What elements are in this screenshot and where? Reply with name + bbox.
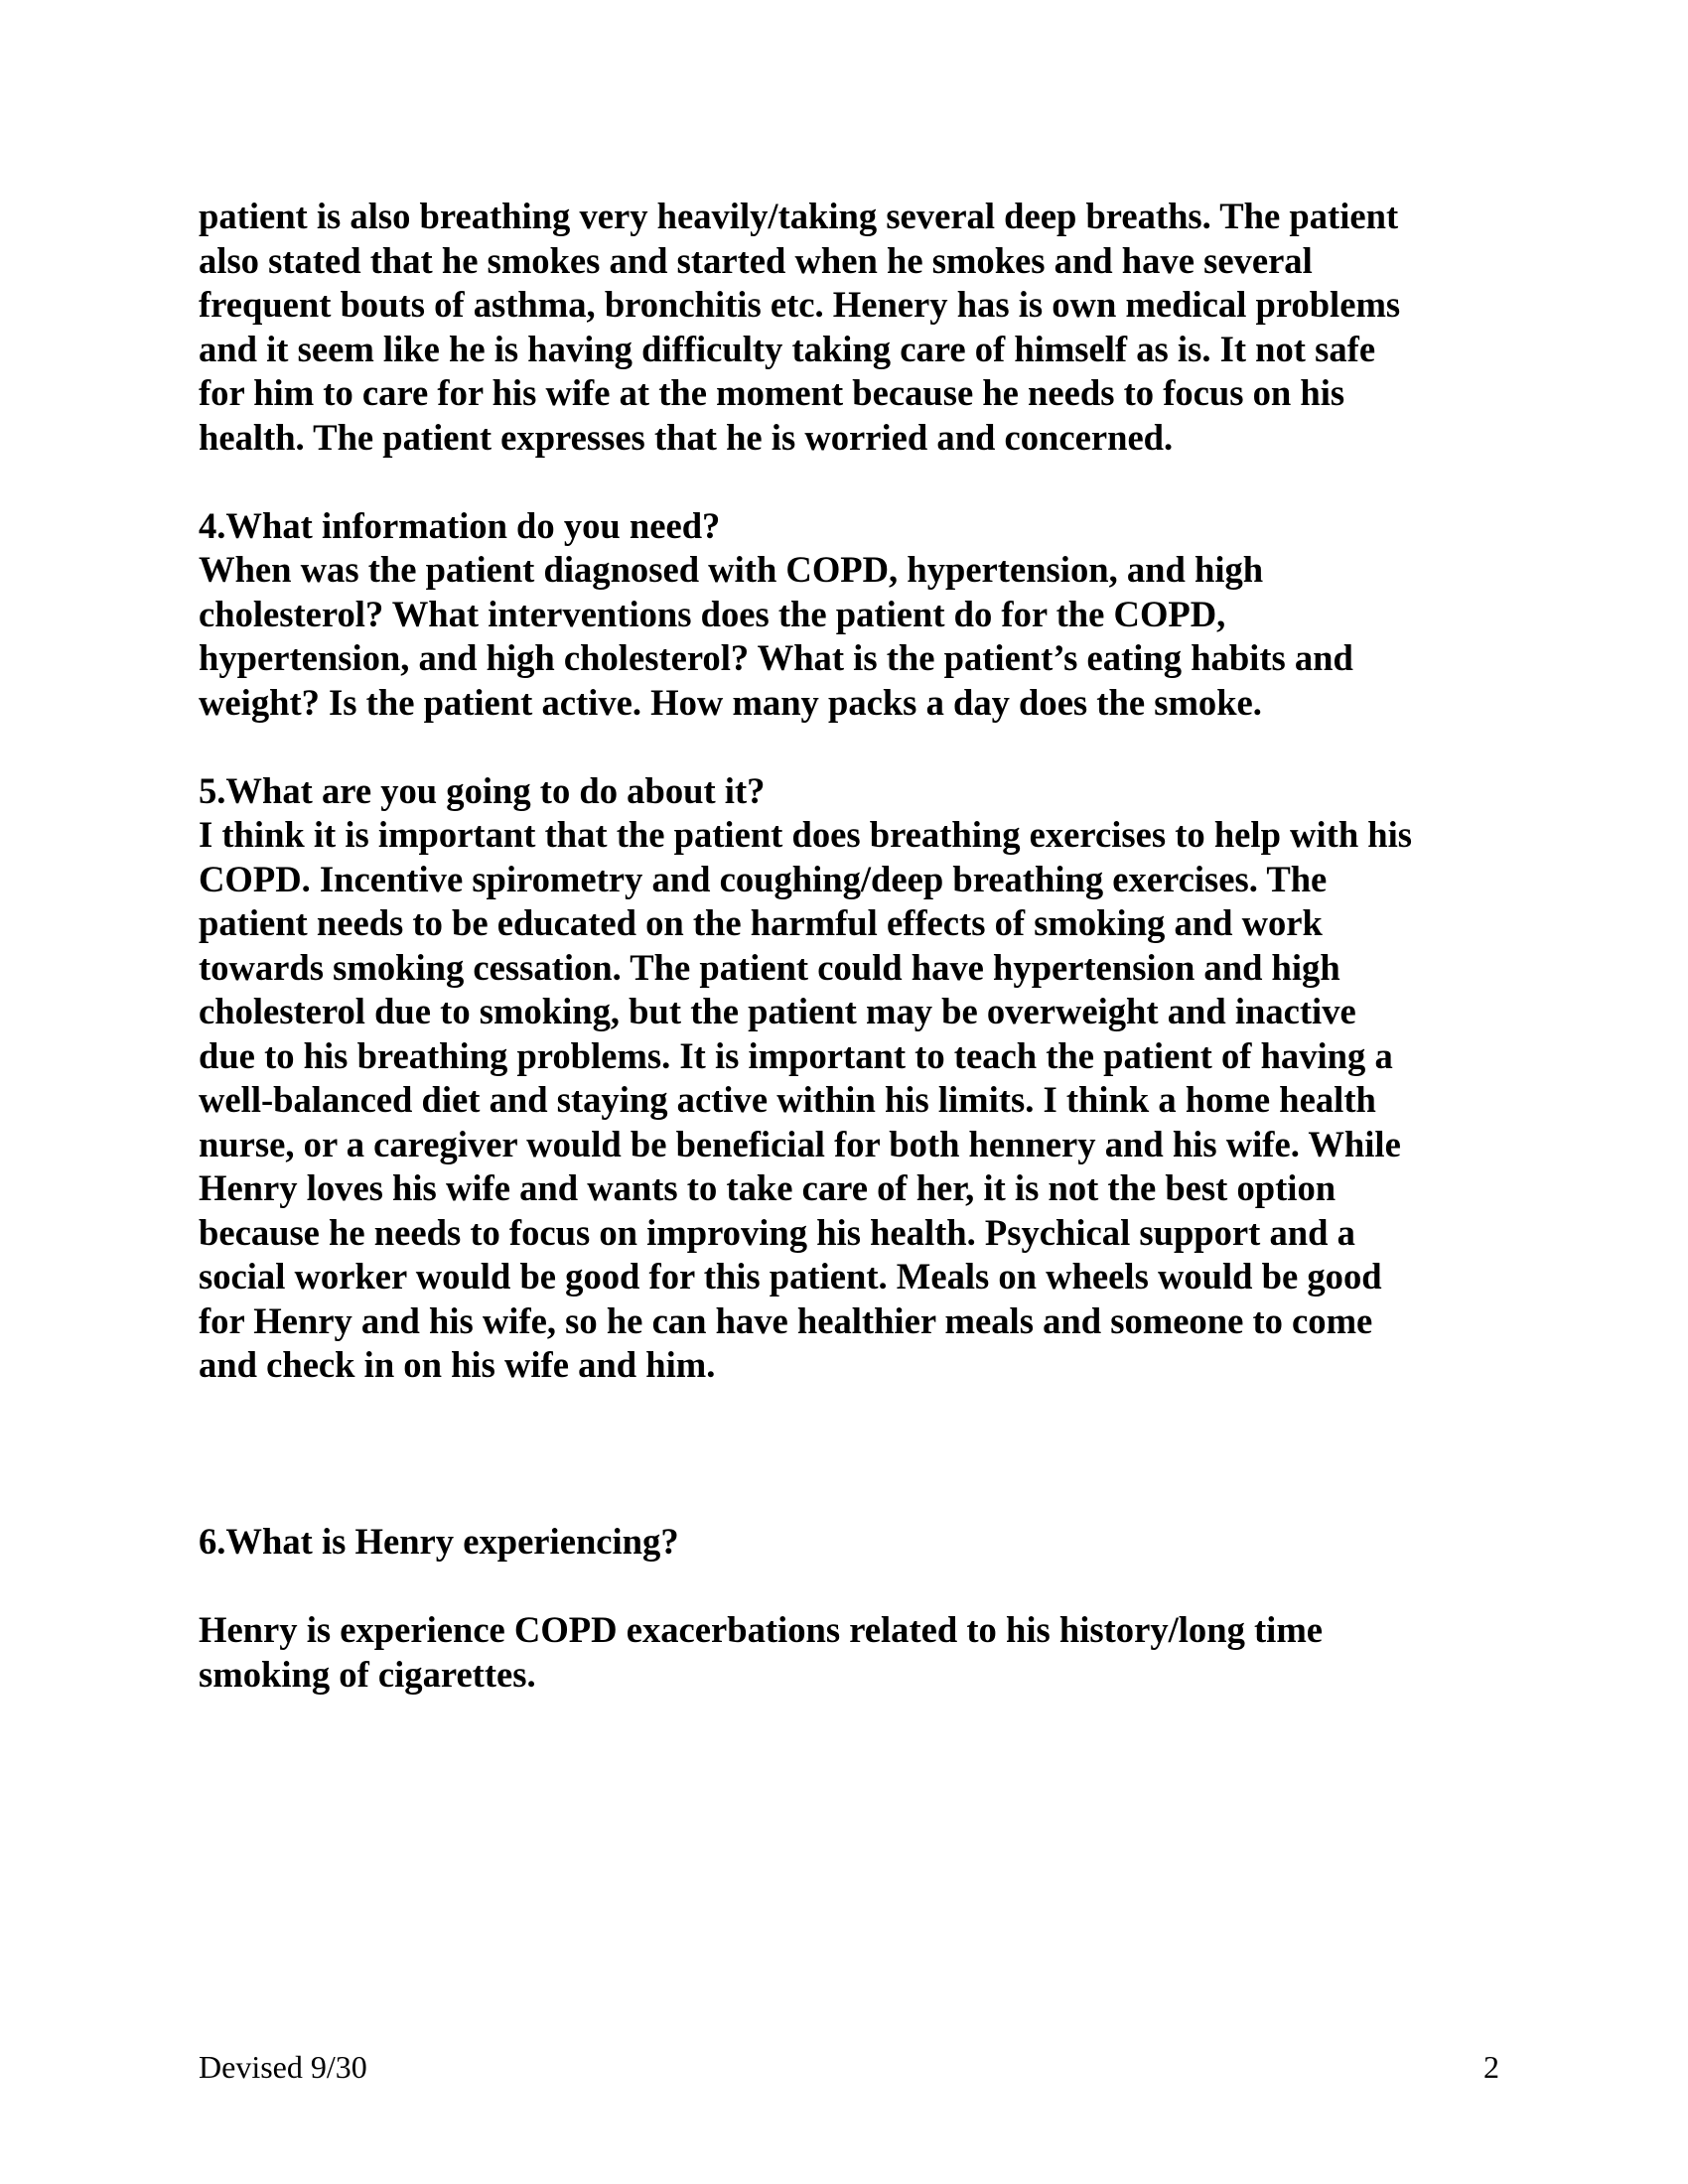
intro-paragraph: patient is also breathing very heavily/taking several deep breaths. The patient also stated that he smokes and started when he smokes and have several frequent bouts of asthma, bronchitis etc. Henery has is own medical problems and it seem like he is having difficulty taking care of himself as is. It not safe for him to care for his wife at the moment because he needs to focus on his health. The patient expresses that he is worried and concerned.: [199, 196, 1401, 458]
question-4-answer: When was the patient diagnosed with COPD, hypertension, and high cholesterol? What interventions does the patient do for the COPD, hypertension, and high cholesterol? What is the patient’s eating habits and weight? Is the patient active. How many packs a day does the smoke.: [199, 549, 1353, 723]
paragraph-spacer: [199, 1388, 1499, 1521]
paragraph-spacer: [199, 460, 1499, 504]
paragraph-spacer: [199, 725, 1499, 769]
question-6-heading: 6.What is Henry experiencing?: [199, 1521, 679, 1562]
question-4-heading: 4.What information do you need?: [199, 504, 721, 546]
question-6-answer: Henry is experience COPD exacerbations related to his history/long time smoking of cigarettes.: [199, 1609, 1324, 1695]
paragraph-spacer: [199, 1565, 1499, 1609]
question-5-heading: 5.What are you going to do about it?: [199, 769, 766, 811]
question-5-answer: I think it is important that the patient does breathing exercises to help with his COPD. Incentive spirometry and coughing/deep breathing exercises. The patient needs to be educated on the harmful effects of smoking and work towards smoking cessation. The patient could have hypertension and high cholesterol due to smoking, but the patient may be overweight and inactive due to his breathing problems. It is important to teach the patient of having a well-balanced diet and staying active within his limits. I think a home health nurse, or a caregiver would be beneficial for both hennery and his wife. While Henry loves his wife and wants to take care of her, it is not the best option because he needs to focus on improving his health. Psychical support and a social worker would be good for this patient. Meals on wheels would be good for Henry and his wife, so he can have healthier meals and someone to come and check in on his wife and him.: [199, 814, 1413, 1385]
page-number: 2: [1483, 2049, 1499, 2085]
document-body: [199, 195, 1499, 1697]
footer-revision-note: Devised 9/30: [199, 2049, 367, 2085]
